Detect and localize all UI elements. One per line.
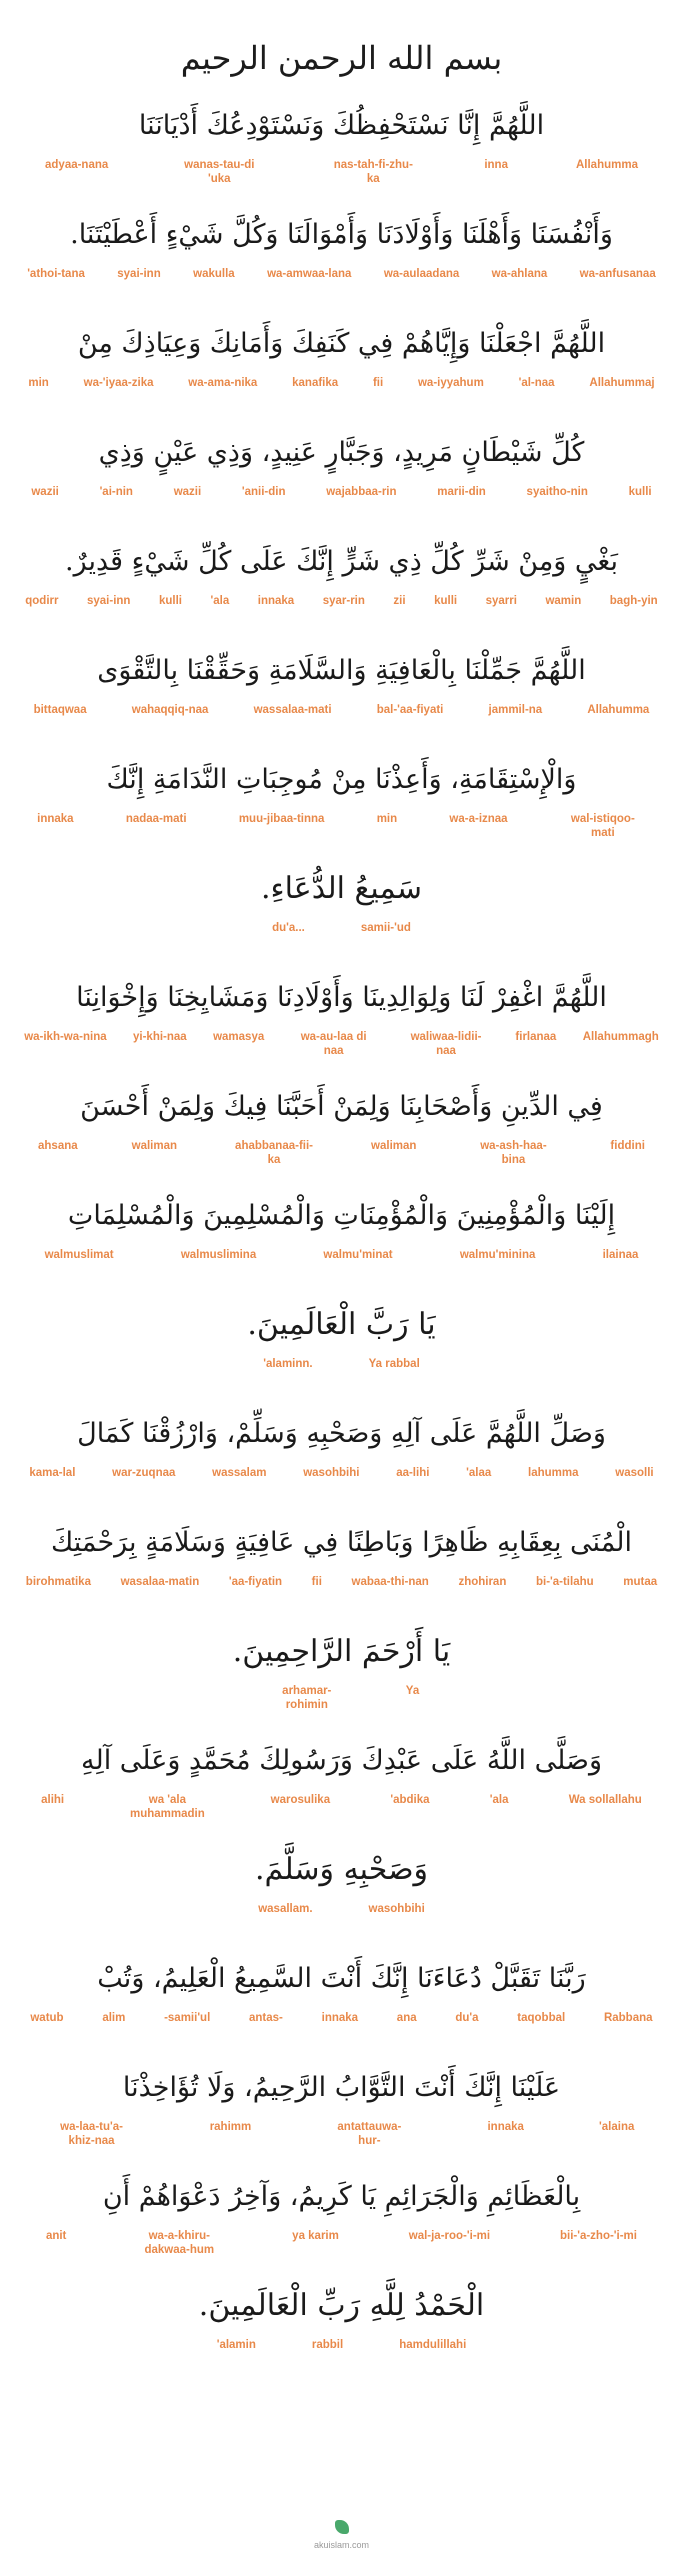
- transliteration-word: fii: [311, 1576, 322, 1588]
- transliteration-word: 'alaina: [599, 2121, 635, 2133]
- transliteration-word: wassalaa-mati: [253, 704, 332, 716]
- transliteration-word: ahsana: [38, 1140, 78, 1152]
- transliteration-word: ilainaa: [602, 1249, 639, 1261]
- transliteration-word: 'ala: [210, 595, 230, 607]
- arabic-text: سَمِيعُ الدُّعَاءِ.: [261, 871, 422, 906]
- transliteration-word: 'alamin: [216, 2339, 256, 2351]
- transliteration-word: samii-'ud: [360, 922, 411, 934]
- transliteration-word: wajabbaa-rin: [326, 486, 397, 498]
- arabic-text: اللَّهُمَّ إِنَّا نَسْتَحْفِظُكَ وَنَسْتَوْدِعُكَ أَدْيَانَنَا: [138, 110, 545, 141]
- transliteration-word: inna: [484, 159, 508, 171]
- transliteration-word: wassalam: [212, 1467, 267, 1479]
- arabic-text: وَصَلَّى اللَّهُ عَلَى عَبْدِكَ وَرَسُولِكَ مُحَمَّدٍ وَعَلَى آلِهِ: [81, 1745, 602, 1776]
- transliteration-row: [14, 1030, 669, 1064]
- dua-lines: [0, 94, 683, 2372]
- transliteration-word: wal-ja-roo-'i-mi: [408, 2230, 491, 2242]
- transliteration-word: firlanaa: [515, 1031, 557, 1043]
- transliteration-word: wasohbihi: [303, 1467, 360, 1479]
- transliteration-row: [14, 1139, 669, 1173]
- transliteration-word: wa-iyyahum: [417, 377, 484, 389]
- transliteration-word: wa-ikh-wa-nina: [24, 1031, 107, 1043]
- transliteration-word: 'alaa: [466, 1467, 492, 1479]
- transliteration-word: waliman: [371, 1140, 417, 1152]
- transliteration-word: rabbil: [311, 2339, 344, 2351]
- transliteration-word: zhohiran: [458, 1576, 507, 1588]
- dua-line: [14, 1184, 669, 1282]
- arabic-text: اللَّهُمَّ جَمِّلْنَا بِالْعَافِيَةِ وَالسَّلَامَةِ وَحَقِّقْنَا بِالتَّقْوَى: [97, 655, 586, 686]
- transliteration-word: syar-rin: [322, 595, 365, 607]
- transliteration-word: wa-amwaa-lana: [267, 268, 352, 280]
- transliteration-word: min: [28, 377, 49, 389]
- transliteration-word: marii-din: [437, 486, 486, 498]
- transliteration-word: zii: [393, 595, 406, 607]
- transliteration-word: war-zuqnaa: [112, 1467, 176, 1479]
- transliteration-row: [14, 2011, 669, 2045]
- transliteration-word: anit: [45, 2230, 67, 2242]
- transliteration-word: wanas-tau-di 'uka: [184, 159, 255, 185]
- dua-line: [14, 748, 669, 846]
- transliteration-word: wa-'iyaa-zika: [83, 377, 154, 389]
- transliteration-word: wa-ahlana: [491, 268, 548, 280]
- dua-line: [14, 1402, 669, 1500]
- transliteration-word: nadaa-mati: [125, 813, 187, 825]
- transliteration-word: wamin: [545, 595, 582, 607]
- transliteration-word: 'al-naa: [518, 377, 555, 389]
- transliteration-word: Wa sollallahu: [568, 1794, 642, 1806]
- transliteration-word: wasallam.: [258, 1903, 313, 1915]
- arabic-text: فِي الدِّينِ وَأَصْحَابِنَا وَلِمَنْ أَحَبَّنَا فِيكَ وَلِمَنْ أَحْسَنَ: [80, 1091, 603, 1122]
- transliteration-word: waliwaa-lidii-naa: [410, 1031, 482, 1057]
- transliteration-word: innaka: [37, 813, 74, 825]
- dua-line: [14, 421, 669, 519]
- transliteration-word: Rabbana: [603, 2012, 653, 2024]
- transliteration-word: antattauwa-hur-: [337, 2121, 402, 2147]
- transliteration-row: [14, 1902, 669, 1936]
- transliteration-row: [14, 812, 669, 846]
- transliteration-word: kulli: [628, 486, 652, 498]
- transliteration-word: wa-anfusanaa: [579, 268, 656, 280]
- dua-line: [14, 94, 669, 192]
- transliteration-row: [14, 2120, 669, 2154]
- transliteration-word: wahaqqiq-naa: [131, 704, 209, 716]
- transliteration-word: waliman: [131, 1140, 178, 1152]
- transliteration-word: Allahummagh: [582, 1031, 659, 1043]
- transliteration-word: kama-lal: [29, 1467, 76, 1479]
- arabic-text: بَغْيٍ وَمِنْ شَرِّ كُلِّ ذِي شَرٍّ إِنَّكَ عَلَى كُلِّ شَيْءٍ قَدِيرٌ.: [65, 546, 618, 577]
- transliteration-word: 'athoi-tana: [27, 268, 85, 280]
- transliteration-word: wabaa-thi-nan: [351, 1576, 429, 1588]
- dua-line: [14, 1075, 669, 1173]
- dua-line: [14, 312, 669, 410]
- transliteration-word: syaitho-nin: [526, 486, 588, 498]
- transliteration-word: taqobbal: [517, 2012, 566, 2024]
- transliteration-word: -samii'ul: [164, 2012, 211, 2024]
- transliteration-row: [14, 1793, 669, 1827]
- arabic-text: اللَّهُمَّ اجْعَلْنَا وَإِيَّاهُمْ فِي كَنَفِكَ وَأَمَانِكَ وَعِيَاذِكَ مِنْ: [77, 328, 606, 359]
- transliteration-word: ahabbanaa-fii-ka: [235, 1140, 314, 1166]
- transliteration-word: syarri: [485, 595, 517, 607]
- arabic-text: وَأَنْفُسَنَا وَأَهْلَنَا وَأَوْلَادَنَا وَأَمْوَالَنَا وَكُلَّ شَيْءٍ أَعْطَيْتَنَا.: [70, 219, 613, 250]
- arabic-text: الْحَمْدُ لِلَّهِ رَبِّ الْعَالَمِينَ.: [198, 2288, 485, 2323]
- arabic-text: بِالْعَظَائِمِ وَالْجَرَائِمِ يَا كَرِيمُ، وَآخِرُ دَعْوَاهُمْ أَنِ: [102, 2181, 581, 2212]
- transliteration-word: bittaqwaa: [33, 704, 87, 716]
- transliteration-word: walmuslimina: [180, 1249, 257, 1261]
- dua-line: [14, 203, 669, 301]
- transliteration-word: syai-inn: [117, 268, 161, 280]
- transliteration-row: [14, 267, 669, 301]
- transliteration-row: [14, 921, 669, 955]
- transliteration-word: wa-a-iznaa: [449, 813, 508, 825]
- transliteration-word: syai-inn: [87, 595, 131, 607]
- dua-line: [14, 1729, 669, 1827]
- transliteration-word: wa-laa-tu'a-khiz-naa: [60, 2121, 123, 2147]
- arabic-text: اللَّهُمَّ اغْفِرْ لَنَا وَلِوَالِدِينَا وَأَوْلَادِنَا وَمَشَايِخِنَا وَإِخْوَانِنَا: [76, 982, 607, 1013]
- transliteration-word: adyaa-nana: [45, 159, 109, 171]
- transliteration-word: innaka: [257, 595, 295, 607]
- dua-line: [14, 1838, 669, 1936]
- dua-line: [14, 1620, 669, 1718]
- transliteration-word: wamasya: [213, 1031, 265, 1043]
- transliteration-word: qodirr: [25, 595, 59, 607]
- transliteration-word: hamdulillahi: [399, 2339, 467, 2351]
- transliteration-word: bal-'aa-fiyati: [376, 704, 444, 716]
- arabic-text: يَا أَرْحَمَ الرَّاحِمِينَ.: [232, 1634, 451, 1669]
- transliteration-row: [14, 158, 669, 192]
- transliteration-word: watub: [30, 2012, 64, 2024]
- transliteration-word: wasalaa-matin: [120, 1576, 200, 1588]
- dua-line: [14, 1511, 669, 1609]
- transliteration-word: kulli: [434, 595, 458, 607]
- transliteration-row: [14, 376, 669, 410]
- transliteration-word: fiddini: [610, 1140, 645, 1152]
- arabic-text: عَلَيْنَا إِنَّكَ أَنْتَ التَّوَّابُ الرَّحِيمُ، وَلَا تُؤَاخِذْنَا: [122, 2072, 561, 2103]
- transliteration-word: 'anii-din: [241, 486, 286, 498]
- dua-line: [14, 2165, 669, 2263]
- transliteration-word: Allahumma: [587, 704, 650, 716]
- transliteration-word: nas-tah-fi-zhu-ka: [333, 159, 413, 185]
- transliteration-word: birohmatika: [25, 1576, 91, 1588]
- transliteration-word: rahimm: [209, 2121, 252, 2133]
- dua-line: [14, 639, 669, 737]
- transliteration-word: walmu'minat: [323, 1249, 393, 1261]
- transliteration-word: du'a: [455, 2012, 479, 2024]
- arabic-text: وَصَلِّ اللَّهُمَّ عَلَى آلِهِ وَصَحْبِهِ وَسَلِّمْ، وَارْزُقْنَا كَمَالَ: [77, 1418, 606, 1449]
- dua-line: [14, 966, 669, 1064]
- transliteration-row: [14, 485, 669, 519]
- transliteration-word: arhamar-rohimin: [282, 1685, 332, 1711]
- transliteration-word: 'alaminn.: [263, 1358, 313, 1370]
- transliteration-word: bi-'a-tilahu: [535, 1576, 594, 1588]
- transliteration-word: wakulla: [193, 268, 235, 280]
- transliteration-word: walmuslimat: [44, 1249, 114, 1261]
- arabic-text: وَصَحْبِهِ وَسَلَّمَ.: [254, 1852, 429, 1887]
- transliteration-word: wa-au-laa di naa: [300, 1031, 367, 1057]
- transliteration-word: du'a...: [272, 922, 305, 934]
- arabic-text: إِلَيْنَا وَالْمُؤْمِنِينَ وَالْمُؤْمِنَاتِ وَالْمُسْلِمِينَ وَالْمُسْلِمَاتِ: [67, 1200, 616, 1231]
- arabic-text: الْمُنَى بِعِقَابِهِ ظَاهِرًا وَبَاطِنًا فِي عَافِيَةٍ وَسَلَامَةٍ بِرَحْمَتِكَ: [50, 1527, 633, 1558]
- dua-line: [14, 2274, 669, 2372]
- transliteration-word: wasohbihi: [368, 1903, 425, 1915]
- transliteration-row: [14, 1357, 669, 1391]
- transliteration-row: [14, 1248, 669, 1282]
- transliteration-word: antas-: [249, 2012, 283, 2024]
- transliteration-row: [14, 1466, 669, 1500]
- transliteration-word: bagh-yin: [609, 595, 658, 607]
- transliteration-word: ana: [396, 2012, 417, 2024]
- dua-line: [14, 530, 669, 628]
- transliteration-word: mutaa: [623, 1576, 658, 1588]
- transliteration-word: wasolli: [615, 1467, 654, 1479]
- transliteration-word: wazii: [31, 486, 59, 498]
- transliteration-word: Allahumma: [575, 159, 638, 171]
- transliteration-word: wa-aulaadana: [383, 268, 460, 280]
- transliteration-word: bii-'a-zho-'i-mi: [559, 2230, 637, 2242]
- transliteration-word: innaka: [487, 2121, 524, 2133]
- transliteration-word: yi-khi-naa: [133, 1031, 187, 1043]
- transliteration-word: wa-ash-haa-bina: [480, 1140, 547, 1166]
- dua-line: [14, 1293, 669, 1391]
- transliteration-word: kanafika: [292, 377, 339, 389]
- arabic-text: وَالْإِسْتِقَامَةِ، وَأَعِذْنَا مِنْ مُوجِبَاتِ النَّدَامَةِ إِنَّكَ: [106, 764, 577, 795]
- transliteration-word: kulli: [158, 595, 182, 607]
- transliteration-row: [14, 1684, 669, 1718]
- transliteration-word: fii: [372, 377, 384, 389]
- site-logo: [0, 2519, 683, 2550]
- transliteration-word: 'abdika: [390, 1794, 430, 1806]
- transliteration-row: [14, 703, 669, 737]
- arabic-text: رَبَّنَا تَقَبَّلْ دُعَاءَنَا إِنَّكَ أَنْتَ السَّمِيعُ الْعَلِيمُ، وَتُبْ: [97, 1963, 586, 1994]
- transliteration-word: wa 'ala muhammadin: [130, 1794, 205, 1820]
- transliteration-word: warosulika: [270, 1794, 331, 1806]
- dua-line: [14, 1947, 669, 2045]
- dua-line: [14, 857, 669, 955]
- transliteration-word: 'ala: [489, 1794, 509, 1806]
- transliteration-word: Allahummaj: [589, 377, 655, 389]
- transliteration-word: muu-jibaa-tinna: [238, 813, 325, 825]
- transliteration-word: wa-a-khiru-dakwaa-hum: [144, 2230, 215, 2256]
- transliteration-word: Ya rabbal: [368, 1358, 420, 1370]
- transliteration-word: Ya: [405, 1685, 420, 1697]
- basmala-heading: بسم الله الرحمن الرحيم: [180, 39, 503, 77]
- transliteration-word: jammil-na: [488, 704, 543, 716]
- transliteration-word: min: [376, 813, 398, 825]
- transliteration-word: wa-ama-nika: [188, 377, 258, 389]
- transliteration-word: wal-istiqoo-mati: [570, 813, 635, 839]
- transliteration-word: innaka: [321, 2012, 359, 2024]
- transliteration-word: aa-lihi: [396, 1467, 430, 1479]
- transliteration-word: lahumma: [528, 1467, 579, 1479]
- transliteration-word: alim: [102, 2012, 126, 2024]
- transliteration-row: [14, 2229, 669, 2263]
- transliteration-word: 'ai-nin: [99, 486, 133, 498]
- logo-text: akuislam.com: [313, 2540, 369, 2550]
- transliteration-row: [14, 2338, 669, 2372]
- arabic-text: يَا رَبَّ الْعَالَمِينَ.: [247, 1307, 436, 1342]
- arabic-text: كُلِّ شَيْطَانٍ مَرِيدٍ، وَجَبَّارٍ عَنِيدٍ، وَذِي عَيْنٍ وَذِي: [98, 437, 585, 468]
- dua-line: [14, 2056, 669, 2154]
- transliteration-word: walmu'minina: [459, 1249, 536, 1261]
- transliteration-row: [14, 594, 669, 628]
- transliteration-word: ya karim: [292, 2230, 339, 2242]
- transliteration-word: wazii: [173, 486, 202, 498]
- transliteration-word: 'aa-fiyatin: [228, 1576, 283, 1588]
- leaf-logo-icon: [335, 2520, 349, 2534]
- transliteration-word: alihi: [41, 1794, 65, 1806]
- transliteration-row: [14, 1575, 669, 1609]
